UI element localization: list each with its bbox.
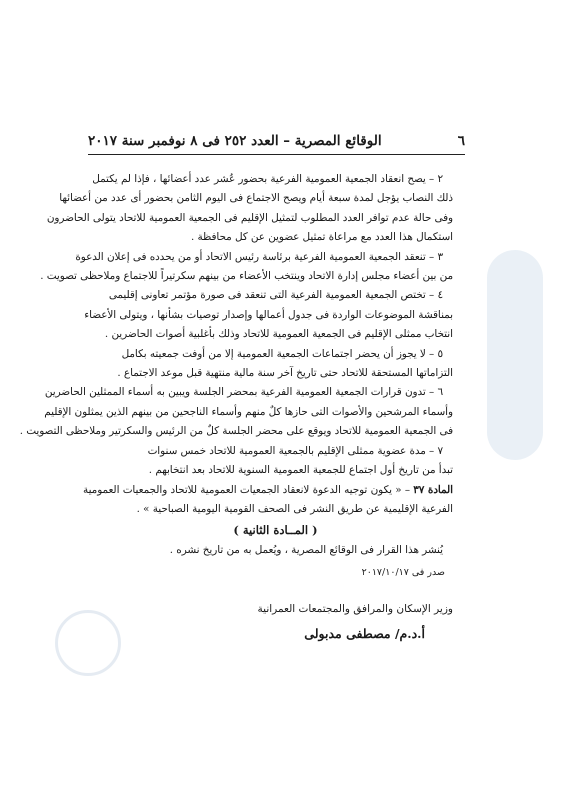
body-line: بمناقشة الموضوعات الواردة فى جدول أعمالها وإصدار توصيات بشأنها ، ويتولى الأعضاء (84, 308, 453, 321)
body-line: ٧ – مدة عضوية ممثلى الإقليم بالجمعية العمومية للاتحاد خمس سنوات (147, 444, 443, 457)
body-line: ٢ – يصح انعقاد الجمعية العمومية الفرعية بحضور عُشر عدد أعضائها ، فإذا لم يكتمل (92, 173, 443, 185)
page-number: ٦ (457, 133, 465, 149)
body-line: فى الجمعية العمومية للاتحاد ويوقع على محضر الجلسة كلٌ من الرئيس والسكرتير وملاحظى التصويت . (19, 425, 453, 438)
body-line: انتخاب ممثلى الإقليم فى الجمعية العمومية للاتحاد وذلك بأغلبية أصوات الحاضرين . (104, 328, 453, 341)
body-line: التزاماتها المستحقة للاتحاد حتى تاريخ آخر سنة مالية منتهية قبل موعد الاجتماع . (117, 367, 453, 380)
article-37-label: المادة ٣٧ (413, 483, 453, 496)
gazette-title: الوقائع المصرية – العدد ٢٥٢ فى ٨ نوفمبر سنة ٢٠١٧ (88, 133, 382, 149)
body-line: وأسماء المرشحين والأصوات التى حازها كلٌ منهم وأسماء الناجحين من بينهم الذين يمثلون الإقليم (44, 405, 453, 418)
publication-line: يُنشر هذا القرار فى الوقائع المصرية ، ويُعمل به من تاريخ نشره . (169, 544, 443, 557)
article-37-line-2: الفرعية الإقليمية عن طريق النشر فى الصحف القومية اليومية الصباحية » . (136, 502, 453, 515)
document-body (19, 170, 453, 643)
second-article-heading: ( المــادة الثانية ) (233, 523, 318, 538)
article-37-text: – « يكون توجيه الدعوة لانعقاد الجمعيات العمومية للاتحاد والجمعيات العمومية (83, 483, 414, 496)
body-line: ٣ – تنعقد الجمعية العمومية الفرعية برئاسة رئيس الاتحاد أو من يحدده فى إعلان الدعوة (75, 250, 443, 263)
body-line: ٦ – تدون قرارات الجمعية العمومية الفرعية بمحضر الجلسة ويبين به أسماء الممثلين الحاضرين (44, 386, 443, 399)
page-header (88, 128, 465, 155)
body-line: وفى حالة عدم توافر العدد المطلوب لتمثيل الإقليم فى الجمعية العمومية للاتحاد يتولى الحاضرون (46, 211, 453, 224)
issued-date: صدر فى ٢٠١٧/١٠/١٧ (361, 566, 445, 578)
body-line: ذلك النصاب يؤجل لمدة سبعة أيام ويصح الاجتماع فى اليوم الثامن بحضور أى عدد من أعضائها (59, 192, 453, 205)
article-37-line-1 (83, 481, 453, 500)
signatory-name: أ.د.م/ مصطفى مدبولى (304, 625, 425, 641)
body-line: ٤ – تختص الجمعية العمومية الفرعية التى تنعقد فى صورة مؤتمر تعاونى إقليمى (108, 289, 443, 302)
body-line: من بين أعضاء مجلس إدارة الاتحاد وينتخب الأعضاء من بينهم سكرتيراً للاجتماع وملاحظى تصويت . (40, 270, 453, 283)
signatory-title: وزير الإسكان والمرافق والمجتمعات العمرانية (257, 603, 453, 616)
body-line: ٥ – لا يجوز أن يحضر اجتماعات الجمعية العمومية إلا من أوفت جمعيته بكامل (121, 347, 443, 360)
body-line: تبدأ من تاريخ أول اجتماع للجمعية العمومية السنوية للاتحاد بعد انتخابهم . (148, 464, 453, 477)
body-line: استكمال هذا العدد مع مراعاة تمثيل عضوين عن كل محافظة . (190, 231, 453, 244)
